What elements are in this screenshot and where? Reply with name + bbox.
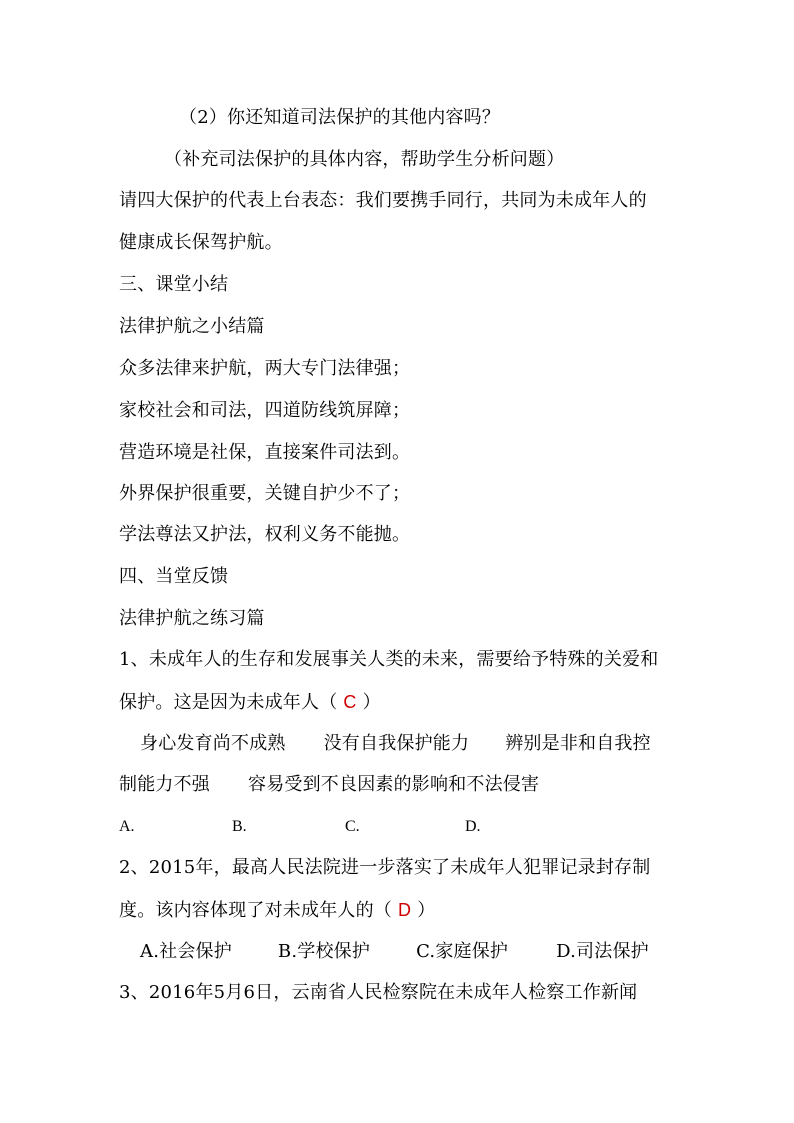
poem-line-1: 众多法律来护航，两大专门法律强； [119, 358, 411, 379]
question-1-option-d: D. [465, 818, 481, 835]
question-2-options-line [140, 940, 649, 964]
question-1-option-b: B. [232, 818, 247, 835]
practice-title: 法律护航之练习篇 [119, 608, 265, 629]
question-1-stem-suffix: ） [362, 692, 381, 713]
section-heading-3: 三、课堂小结 [119, 274, 229, 295]
question-1-choices-line-2 [119, 773, 539, 797]
question-1-stem-line-2 [119, 690, 381, 715]
q2-note: （补充司法保护的具体内容，帮助学生分析问题） [164, 149, 565, 170]
question-1-choice-3-part-1: 辨别是非和自我控 [505, 733, 651, 754]
section-heading-4: 四、当堂反馈 [119, 566, 229, 587]
poem-line-4: 外界保护很重要，关键自护少不了； [119, 483, 411, 504]
question-2-option-a: A.社会保护 [140, 941, 232, 962]
summary-title: 法律护航之小结篇 [119, 316, 265, 337]
question-2-stem-line-1: 2、2015年，最高人民法院进一步落实了未成年人犯罪记录封存制 [119, 857, 651, 878]
pledge-line-1: 请四大保护的代表上台表态：我们要携手同行，共同为未成年人的 [119, 190, 647, 211]
question-1-choice-2: 没有自我保护能力 [323, 733, 470, 754]
pledge-line-2: 健康成长保驾护航。 [119, 232, 283, 253]
question-1-stem-line-1: 1、未成年人的生存和发展事关人类的未来，需要给予特殊的关爱和 [119, 649, 659, 670]
poem-line-3: 营造环境是社保，直接案件司法到。 [119, 442, 411, 463]
question-2-answer: D [398, 900, 412, 920]
question-1-option-c: C. [345, 818, 360, 835]
question-2-stem-line-2 [119, 898, 435, 923]
question-1-stem-prefix: 保护。这是因为未成年人（ [119, 692, 338, 713]
question-1-answer: C [343, 692, 357, 712]
poem-line-2: 家校社会和司法，四道防线筑屏障； [119, 400, 411, 421]
question-1-choices-line-1 [140, 732, 651, 756]
question-1-choice-4: 容易受到不良因素的影响和不法侵害 [248, 774, 540, 795]
question-3-stem-line-1: 3、2016年5月6日，云南省人民检察院在未成年人检察工作新闻 [119, 982, 638, 1003]
poem-line-5: 学法尊法又护法，权利义务不能抛。 [119, 524, 411, 545]
question-1-choice-3-part-2: 制能力不强 [119, 774, 210, 795]
question-1-choice-1: 身心发育尚不成熟 [140, 733, 286, 754]
question-2-option-d: D.司法保护 [556, 941, 649, 962]
question-2-option-b: B.学校保护 [277, 941, 371, 962]
q2-prompt: （2）你还知道司法保护的其他内容吗？ [179, 107, 501, 128]
question-2-option-c: C.家庭保护 [416, 941, 509, 962]
question-2-stem-suffix: ） [417, 900, 436, 921]
question-2-stem-prefix: 度。该内容体现了对未成年人的（ [119, 900, 392, 921]
question-1-option-a: A. [119, 818, 135, 835]
